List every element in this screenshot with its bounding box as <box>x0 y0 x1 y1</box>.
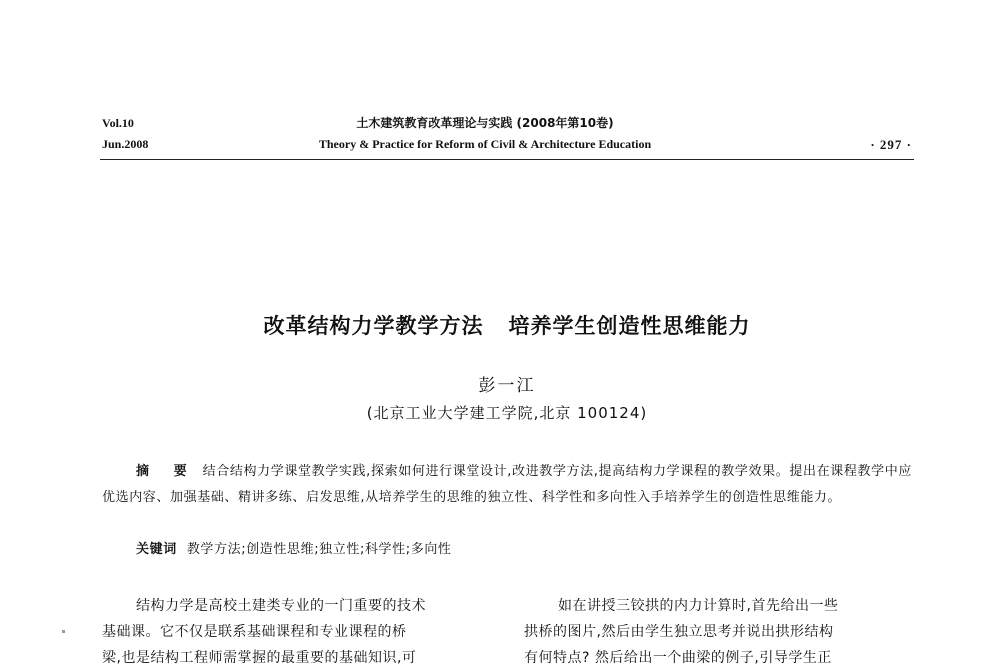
scan-speck <box>62 630 65 633</box>
header-divider <box>100 159 914 160</box>
article-title: 改革结构力学教学方法 培养学生创造性思维能力 <box>263 314 751 338</box>
body-line: 拱桥的图片,然后由学生独立思考并说出拱形结构 <box>524 624 834 640</box>
keywords <box>136 537 906 563</box>
page-number: · 297 · <box>870 137 912 152</box>
author-name: 彭一江 <box>478 376 536 396</box>
body-line: 梁,也是结构工程师需掌握的最重要的基础知识,可 <box>102 650 417 666</box>
body-line: 如在讲授三铰拱的内力计算时,首先给出一些 <box>558 598 839 614</box>
journal-header <box>280 113 690 155</box>
body-line: 有何特点? 然后给出一个曲梁的例子,引导学生正 <box>524 650 832 666</box>
issue-date: Jun.2008 <box>102 137 149 151</box>
body-column-right <box>524 593 914 671</box>
body-column-left <box>102 593 492 671</box>
abstract-label: 摘 要 <box>136 464 197 479</box>
body-line: 基础课。它不仅是联系基础课程和专业课程的桥 <box>102 624 407 640</box>
abstract-text: 结合结构力学课堂教学实践,探索如何进行课堂设计,改进教学方法,提高结构力学课程的教学效果。提出在课程教学中应优选内容、加强基础、精讲多练、启发思维,从培养学生的思维的独立性、科学性和多向性入手培养学生的创造性思维能力。 <box>102 464 912 505</box>
volume-info <box>102 113 148 155</box>
keywords-label: 关键词 <box>136 542 177 557</box>
journal-title-cn: 土木建筑教育改革理论与实践 (2008年第10卷) <box>356 116 614 130</box>
journal-title-en: Theory & Practice for Reform of Civil & Architecture Education <box>318 137 652 151</box>
keywords-text: 教学方法;创造性思维;独立性;科学性;多向性 <box>186 542 452 557</box>
abstract <box>102 459 912 511</box>
body-line: 结构力学是高校土建类专业的一门重要的技术 <box>136 598 426 614</box>
author-affiliation: (北京工业大学建工学院,北京 100124) <box>366 404 648 422</box>
volume-number: Vol.10 <box>102 116 134 130</box>
